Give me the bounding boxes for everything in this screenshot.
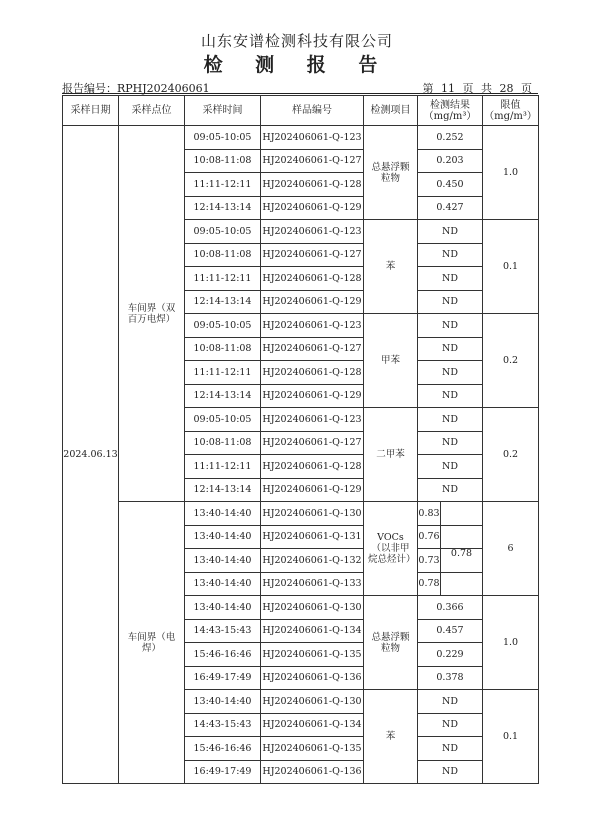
sample-id: HJ202406061-Q-128 [261,267,364,291]
result-value: 0.252 [418,126,483,150]
limit-value: 0.1 [483,220,539,314]
limit-value: 1.0 [483,126,539,220]
test-item: 甲苯 [364,314,418,408]
sample-id: HJ202406061-Q-129 [261,196,364,220]
result-value: ND [418,737,483,761]
sample-id: HJ202406061-Q-130 [261,502,364,526]
result-value: 0.427 [418,196,483,220]
sampling-time: 14:43-15:43 [185,713,261,737]
limit-value: 6 [483,502,539,596]
test-item: VOCs（以非甲烷总烃计） [364,502,418,596]
result-value: 0.78 [418,573,441,596]
sample-id: HJ202406061-Q-133 [261,572,364,596]
col-header: 采样时间 [185,96,261,126]
report-number: 报告编号：RPHJ202406061 [62,82,210,95]
sampling-date: 2024.06.13 [63,126,119,784]
result-value: ND [418,760,483,784]
sample-id: HJ202406061-Q-129 [261,290,364,314]
result-value: ND [418,220,483,244]
header-rule [62,93,538,94]
table-row [63,126,539,150]
sampling-time: 13:40-14:40 [185,596,261,620]
result-value: ND [418,267,483,291]
result-value: 0.83 [418,502,441,525]
sampling-time: 11:11-12:11 [185,173,261,197]
sample-id: HJ202406061-Q-134 [261,619,364,643]
sampling-time: 10:08-11:08 [185,243,261,267]
result-value: 0.73 [418,549,441,572]
sampling-time: 10:08-11:08 [185,337,261,361]
sampling-time: 13:40-14:40 [185,549,261,573]
result-value: ND [418,243,483,267]
result-value: ND [418,713,483,737]
sample-id: HJ202406061-Q-132 [261,549,364,573]
test-item: 总悬浮颗粒物 [364,126,418,220]
sample-id: HJ202406061-Q-135 [261,737,364,761]
result-value: 0.378 [418,666,483,690]
voc-result-cell [418,525,483,559]
company-name: 山东安谱检测科技有限公司 [200,32,393,50]
result-value: ND [418,690,483,714]
result-value: ND [418,455,483,479]
sampling-time: 09:05-10:05 [185,314,261,338]
result-value: 0.457 [418,619,483,643]
results-table [62,95,539,784]
sample-id: HJ202406061-Q-131 [261,525,364,549]
sampling-time: 10:08-11:08 [185,431,261,455]
test-item: 二甲苯 [364,408,418,502]
sample-id: HJ202406061-Q-123 [261,408,364,432]
sampling-time: 13:40-14:40 [185,572,261,596]
result-value: ND [418,290,483,314]
sample-id: HJ202406061-Q-136 [261,666,364,690]
col-header: 限值（mg/m³） [483,96,539,126]
result-value: ND [418,314,483,338]
page-info: 第 11 页 共 28 页 [422,82,532,95]
sampling-time: 12:14-13:14 [185,290,261,314]
sampling-time: 13:40-14:40 [185,690,261,714]
sampling-time: 11:11-12:11 [185,455,261,479]
sample-id: HJ202406061-Q-130 [261,690,364,714]
result-value: 0.229 [418,643,483,667]
result-value: ND [418,384,483,408]
sampling-time: 09:05-10:05 [185,408,261,432]
sample-id: HJ202406061-Q-136 [261,760,364,784]
limit-value: 0.2 [483,408,539,502]
test-item: 苯 [364,220,418,314]
sampling-location: 车间界（电焊） [119,502,185,784]
sampling-time: 12:14-13:14 [185,384,261,408]
voc-result-cell [418,572,483,596]
sample-id: HJ202406061-Q-128 [261,173,364,197]
sampling-location: 车间界（双百万电焊） [119,126,185,502]
limit-value: 0.2 [483,314,539,408]
col-header: 样品编号 [261,96,364,126]
sampling-time: 16:49-17:49 [185,760,261,784]
result-value: 0.366 [418,596,483,620]
sample-id: HJ202406061-Q-123 [261,314,364,338]
result-value: ND [418,478,483,502]
sampling-time: 15:46-16:46 [185,643,261,667]
result-value: ND [418,408,483,432]
sample-id: HJ202406061-Q-128 [261,455,364,479]
report-title: 检 测 报 告 [203,54,391,76]
sample-id: HJ202406061-Q-123 [261,126,364,150]
result-value: 0.203 [418,149,483,173]
sampling-time: 16:49-17:49 [185,666,261,690]
sampling-time: 13:40-14:40 [185,502,261,526]
sampling-time: 12:14-13:14 [185,196,261,220]
sample-id: HJ202406061-Q-127 [261,431,364,455]
sampling-time: 12:14-13:14 [185,478,261,502]
col-header: 采样日期 [63,96,119,126]
sampling-time: 13:40-14:40 [185,525,261,549]
limit-value: 0.1 [483,690,539,784]
col-header: 检测结果（mg/m³） [418,96,483,126]
sample-id: HJ202406061-Q-129 [261,384,364,408]
sampling-time: 15:46-16:46 [185,737,261,761]
sample-id: HJ202406061-Q-135 [261,643,364,667]
result-value: ND [418,431,483,455]
test-item: 苯 [364,690,418,784]
result-value: 0.450 [418,173,483,197]
voc-result-cell [418,502,483,526]
sample-id: HJ202406061-Q-128 [261,361,364,385]
result-value: ND [418,337,483,361]
sample-id: HJ202406061-Q-127 [261,337,364,361]
sampling-time: 11:11-12:11 [185,267,261,291]
sample-id: HJ202406061-Q-123 [261,220,364,244]
sampling-time: 09:05-10:05 [185,220,261,244]
sample-id: HJ202406061-Q-127 [261,149,364,173]
result-value: 0.76 [418,526,441,549]
table-row [63,502,539,526]
voc-average: 0.78 [450,548,473,559]
sample-id: HJ202406061-Q-129 [261,478,364,502]
sampling-time: 09:05-10:05 [185,126,261,150]
table-header-row [63,96,539,126]
sampling-time: 14:43-15:43 [185,619,261,643]
sample-id: HJ202406061-Q-130 [261,596,364,620]
sample-id: HJ202406061-Q-134 [261,713,364,737]
col-header: 采样点位 [119,96,185,126]
limit-value: 1.0 [483,596,539,690]
result-value: ND [418,361,483,385]
test-item: 总悬浮颗粒物 [364,596,418,690]
col-header: 检测项目 [364,96,418,126]
sampling-time: 10:08-11:08 [185,149,261,173]
sample-id: HJ202406061-Q-127 [261,243,364,267]
sampling-time: 11:11-12:11 [185,361,261,385]
